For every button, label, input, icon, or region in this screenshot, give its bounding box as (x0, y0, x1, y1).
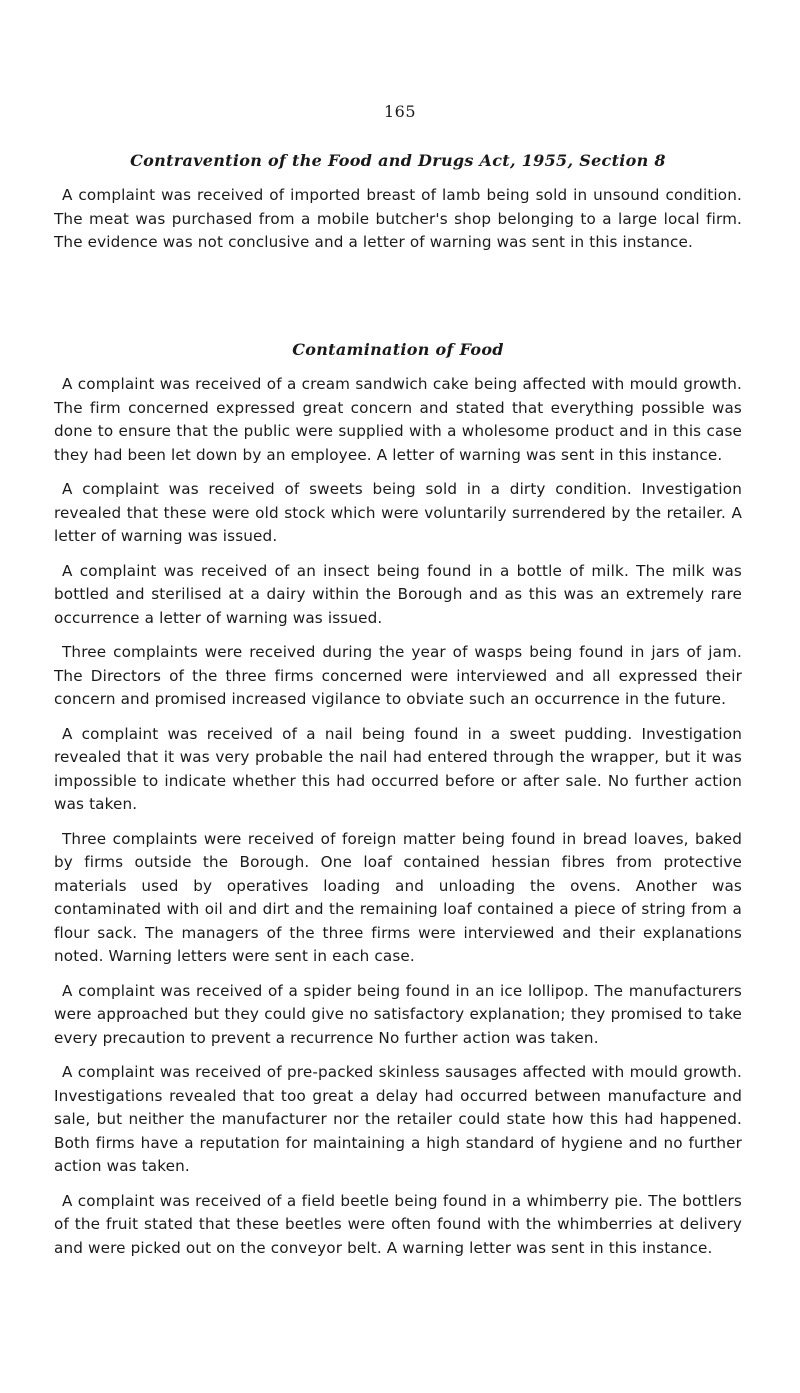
paragraph: A complaint was received of imported breast of lamb being sold in unsound condition. The meat was purchased from a mobile butcher's shop belonging to a large local firm. The evidence was not conclusive and a letter of warning was sent in this instance. (54, 186, 742, 251)
paragraph: Three complaints were received during the year of wasps being found in jars of jam. The Directors of the three firms concerned were interviewed and all expressed their concern and promised increased vigilance to obviate such an occurrence in the future. (54, 643, 742, 708)
paragraph: A complaint was received of a cream sandwich cake being affected with mould growth. The firm concerned expressed great concern and stated that everything possible was done to ensure that the public were supplied with a wholesome product and in this case they had been let down by an employee. A letter of warning was sent in this instance. (54, 375, 742, 464)
section-heading: Contravention of the Food and Drugs Act, 1955, Section 8 (130, 151, 666, 170)
paragraph: A complaint was received of a spider being found in an ice lollipop. The manufacturers were approached but they could give no satisfactory explanation; they promised to take every precaution to prevent a recurrence No further action was taken. (54, 981, 742, 1047)
paragraph: A complaint was received of a field beetle being found in a whimberry pie. The bottlers of the fruit stated that these beetles were often found with the whimberries at delivery and were picked out on the conveyor belt. A warning letter was sent in this instance. (54, 1191, 742, 1257)
paragraph: Three complaints were received of foreign matter being found in bread loaves, baked by firms outside the Borough. One loaf contained hessian fibres from protective materials used by operatives loading and unloading the ovens. Another was contaminated with oil and dirt and the remaining loaf contained a piece of string from a flour sack. The managers of the three firms were interviewed and their explanations noted. Warning letters were sent in each case. (54, 829, 742, 965)
page-number: 165 (383, 102, 417, 121)
section-contamination (54, 340, 742, 1271)
section-heading: Contamination of Food (292, 340, 504, 359)
paragraph: A complaint was received of sweets being sold in a dirty condition. Investigation revealed that these were old stock which were voluntarily surrendered by the retailer. A letter of warning was issued. (54, 480, 742, 545)
paragraph: A complaint was received of pre-packed skinless sausages affected with mould growth. Investigations revealed that too great a delay had occurred between manufacture and sale, but neither the manufacturer nor the retailer could state how this had happened. Both firms have a reputation for maintaining a high standard of hygiene and no further action was taken. (54, 1063, 742, 1175)
paragraph: A complaint was received of a nail being found in a sweet pudding. Investigation revealed that it was very probable the nail had entered through the wrapper, but it was impossible to indicate whether this had occurred before or after sale. No further action was taken. (54, 724, 742, 813)
section-contravention (54, 151, 742, 266)
paragraph: A complaint was received of an insect being found in a bottle of milk. The milk was bottled and sterilised at a dairy within the Borough and as this was an extremely rare occurrence a letter of warning was issued. (54, 561, 742, 627)
